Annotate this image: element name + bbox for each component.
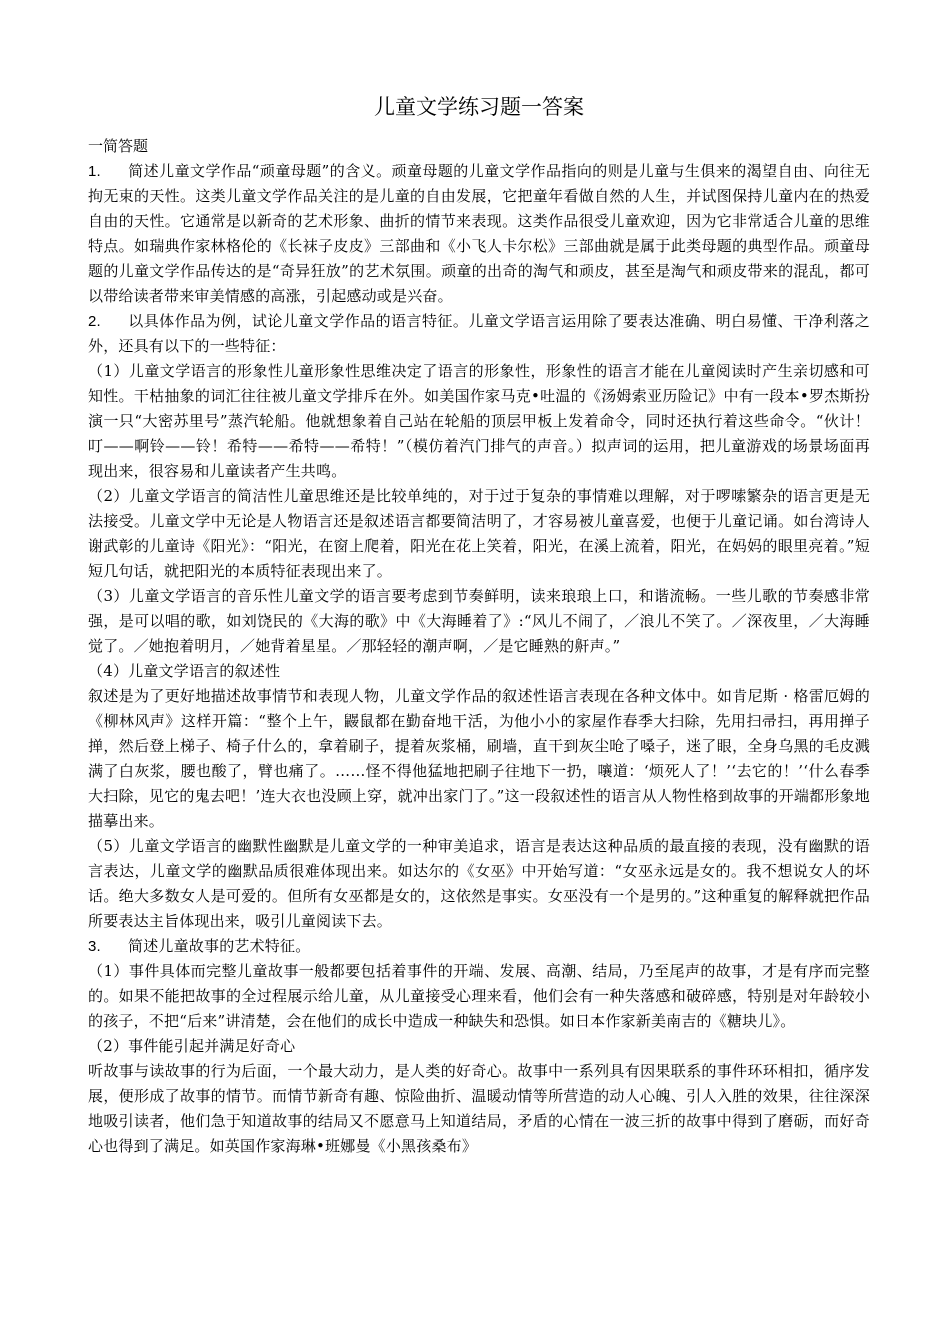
question-2-text: 以具体作品为例，试论儿童文学作品的语言特征。儿童文学语言运用除了要表达准确、明白易懂、干净利落之外，还具有以下的一些特征：: [88, 312, 870, 355]
question-2: [88, 309, 870, 359]
question-2-point-2: （2）儿童文学语言的简洁性儿童思维还是比较单纯的，对于过于复杂的事情难以理解，对于啰嗦繁杂的语言更是无法接受。儿童文学中无论是人物语言还是叙述语言都要简洁明了，才容易被儿童喜爱，也便于儿童记诵。如台湾诗人谢武彰的儿童诗《阳光》：“阳光，在窗上爬着，阳光在花上笑着，阳光，在溪上流着，阳光，在妈妈的眼里亮着。”短短几句话，就把阳光的本质特征表现出来了。: [88, 487, 870, 580]
question-2-point-5: （5）儿童文学语言的幽默性幽默是儿童文学的一种审美追求，语言是表达这种品质的最直接的表现，没有幽默的语言表达，儿童文学的幽默品质很难体现出来。如达尔的《女巫》中开始写道：“女巫永远是女的。我不想说女人的坏话。绝大多数女人是可爱的。但所有女巫都是女的，这依然是事实。女巫没有一个是男的。”这种重复的解释就把作品所要表达主旨体现出来，吸引儿童阅读下去。: [88, 837, 870, 930]
question-3-number: 3.: [88, 938, 101, 955]
question-3-point-1: （1）事件具体而完整儿童故事一般都要包括着事件的开端、发展、高潮、结局，乃至尾声的故事，才是有序而完整的。如果不能把故事的全过程展示给儿童，从儿童接受心理来看，他们会有一种失落感和破碎感，特别是对年龄较小的孩子，不把“后来”讲清楚，会在他们的成长中造成一种缺失和恐惧。如日本作家新美南吉的《糖块儿》。: [88, 962, 870, 1030]
question-2-number: 2.: [88, 313, 101, 330]
document-title: 儿童文学练习题一答案: [374, 95, 584, 119]
question-2-point-4: 叙述是为了更好地描述故事情节和表现人物，儿童文学作品的叙述性语言表现在各种文体中。如肯尼斯 · 格雷厄姆的《柳林风声》这样开篇：“整个上午，鼹鼠都在勤奋地干活，为他小小的家屋作春季大扫除，先用扫帚扫，再用掸子掸，然后登上梯子、椅子什么的，拿着刷子，提着灰浆桶，刷墙，直干到灰尘呛了嗓子，迷了眼，全身乌黑的毛皮溅满了白灰浆，腰也酸了，臂也痛了。……怪不得他猛地把刷子往地下一扔，嚷道：‘烦死人了！’‘去它的！’‘什么春季大扫除，见它的鬼去吧！’连大衣也没顾上穿，就冲出家门了。”这一段叙述性的语言从人物性格到故事的开端都形象地描摹出来。: [88, 687, 870, 830]
question-1-number: 1.: [88, 163, 101, 180]
document-page: [88, 92, 870, 1159]
question-2-point-4-heading: （4）儿童文学语言的叙述性: [88, 662, 281, 680]
question-3-point-2: 听故事与读故事的行为后面，一个最大动力，是人类的好奇心。故事中一系列具有因果联系的事件环环相扣，循序发展，便形成了故事的情节。而情节新奇有趣、惊险曲折、温暖动情等所营造的动人心魄、引人入胜的效果，往往深深地吸引读者，他们急于知道故事的结局又不愿意马上知道结局，矛盾的心情在一波三折的故事中得到了磨砺，而好奇心也得到了满足。如英国作家海琳•班娜曼《小黑孩桑布》: [88, 1062, 870, 1155]
section-heading: 一简答题: [88, 137, 149, 155]
question-3: [88, 934, 870, 959]
question-3-point-2-heading: （2）事件能引起并满足好奇心: [88, 1037, 296, 1055]
question-1-text: 简述儿童文学作品“顽童母题”的含义。顽童母题的儿童文学作品指向的则是儿童与生俱来的渴望自由、向往无拘无束的天性。这类儿童文学作品关注的是儿童的自由发展，它把童年看做自然的人生，并试图保持儿童内在的热爱自由的天性。它通常是以新奇的艺术形象、曲折的情节来表现。这类作品很受儿童欢迎，因为它非常适合儿童的思维特点。如瑞典作家林格伦的《长袜子皮皮》三部曲和《小飞人卡尔松》三部曲就是属于此类母题的典型作品。顽童母题的儿童文学作品传达的是“奇异狂放”的艺术氛围。顽童的出奇的淘气和顽皮，甚至是淘气和顽皮带来的混乱，都可以带给读者带来审美情感的高涨，引起感动或是兴奋。: [88, 162, 870, 305]
question-2-point-3: （3）儿童文学语言的音乐性儿童文学的语言要考虑到节奏鲜明，读来琅琅上口，和谐流畅。一些儿歌的节奏感非常强，是可以唱的歌，如刘饶民的《大海的歌》中《大海睡着了》:“风儿不闹了，／浪儿不笑了。／深夜里，／大海睡觉了。／她抱着明月，／她背着星星。／那轻轻的潮声啊，／是它睡熟的鼾声。”: [88, 587, 870, 655]
question-1: [88, 159, 870, 309]
question-3-text: 简述儿童故事的艺术特征。: [128, 937, 311, 955]
question-2-point-1: （1）儿童文学语言的形象性儿童形象性思维决定了语言的形象性，形象性的语言才能在儿童阅读时产生亲切感和可知性。干枯抽象的词汇往往被儿童文学排斥在外。如美国作家马克•吐温的《汤姆索亚历险记》中有一段本•罗杰斯扮演一只“大密苏里号”蒸汽轮船。他就想象着自己站在轮船的顶层甲板上发着命令，同时还执行着这些命令。“伙计！叮——啊铃——铃！希特——希特——希特！”（模仿着汽门排气的声音。）拟声词的运用，把儿童游戏的场景场面再现出来，很容易和儿童读者产生共鸣。: [88, 362, 870, 480]
